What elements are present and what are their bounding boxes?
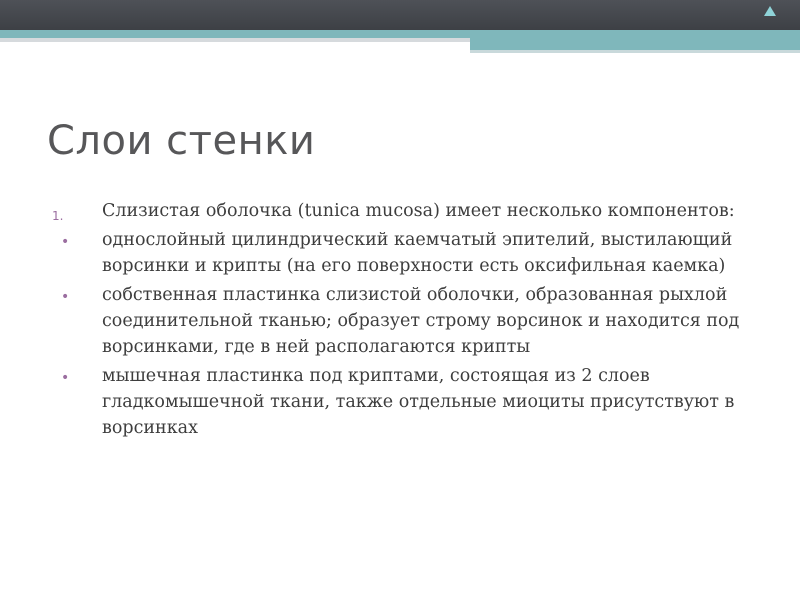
list-item-text: однослойный цилиндрический каемчатый эпителий, выстилающий ворсинки и крипты (на его поверхности есть оксифильная каемка) xyxy=(102,230,733,276)
list-number: 1. xyxy=(52,209,64,223)
header-band-gray-right xyxy=(470,50,800,53)
bullet-icon: • xyxy=(61,289,70,305)
slide-content xyxy=(52,198,752,444)
slide-title: Слои стенки xyxy=(47,118,316,164)
list-item-text: собственная пластинка слизистой оболочки, образованная рыхлой соединительной тканью; образует строму ворсинок и находится под ворсинками, где в ней располагаются крипты xyxy=(102,285,740,357)
bullet-icon: • xyxy=(61,370,70,386)
list-item-4 xyxy=(52,363,752,441)
list-item-text: Слизистая оболочка (tunica mucosa) имеет несколько компонентов: xyxy=(102,201,735,221)
corner-triangle-icon xyxy=(764,6,776,16)
bullet-icon: • xyxy=(61,234,70,250)
list-item-1 xyxy=(52,198,752,224)
header-band-teal xyxy=(0,30,800,38)
list-item-2 xyxy=(52,227,752,279)
list-item-3 xyxy=(52,282,752,360)
header-band-dark xyxy=(0,0,800,30)
list-item-text: мышечная пластинка под криптами, состоящая из 2 слоев гладкомышечной ткани, также отдельные миоциты присутствуют в ворсинках xyxy=(102,366,735,438)
header-band-gray xyxy=(0,38,470,42)
header-band-teal-right xyxy=(470,38,800,50)
